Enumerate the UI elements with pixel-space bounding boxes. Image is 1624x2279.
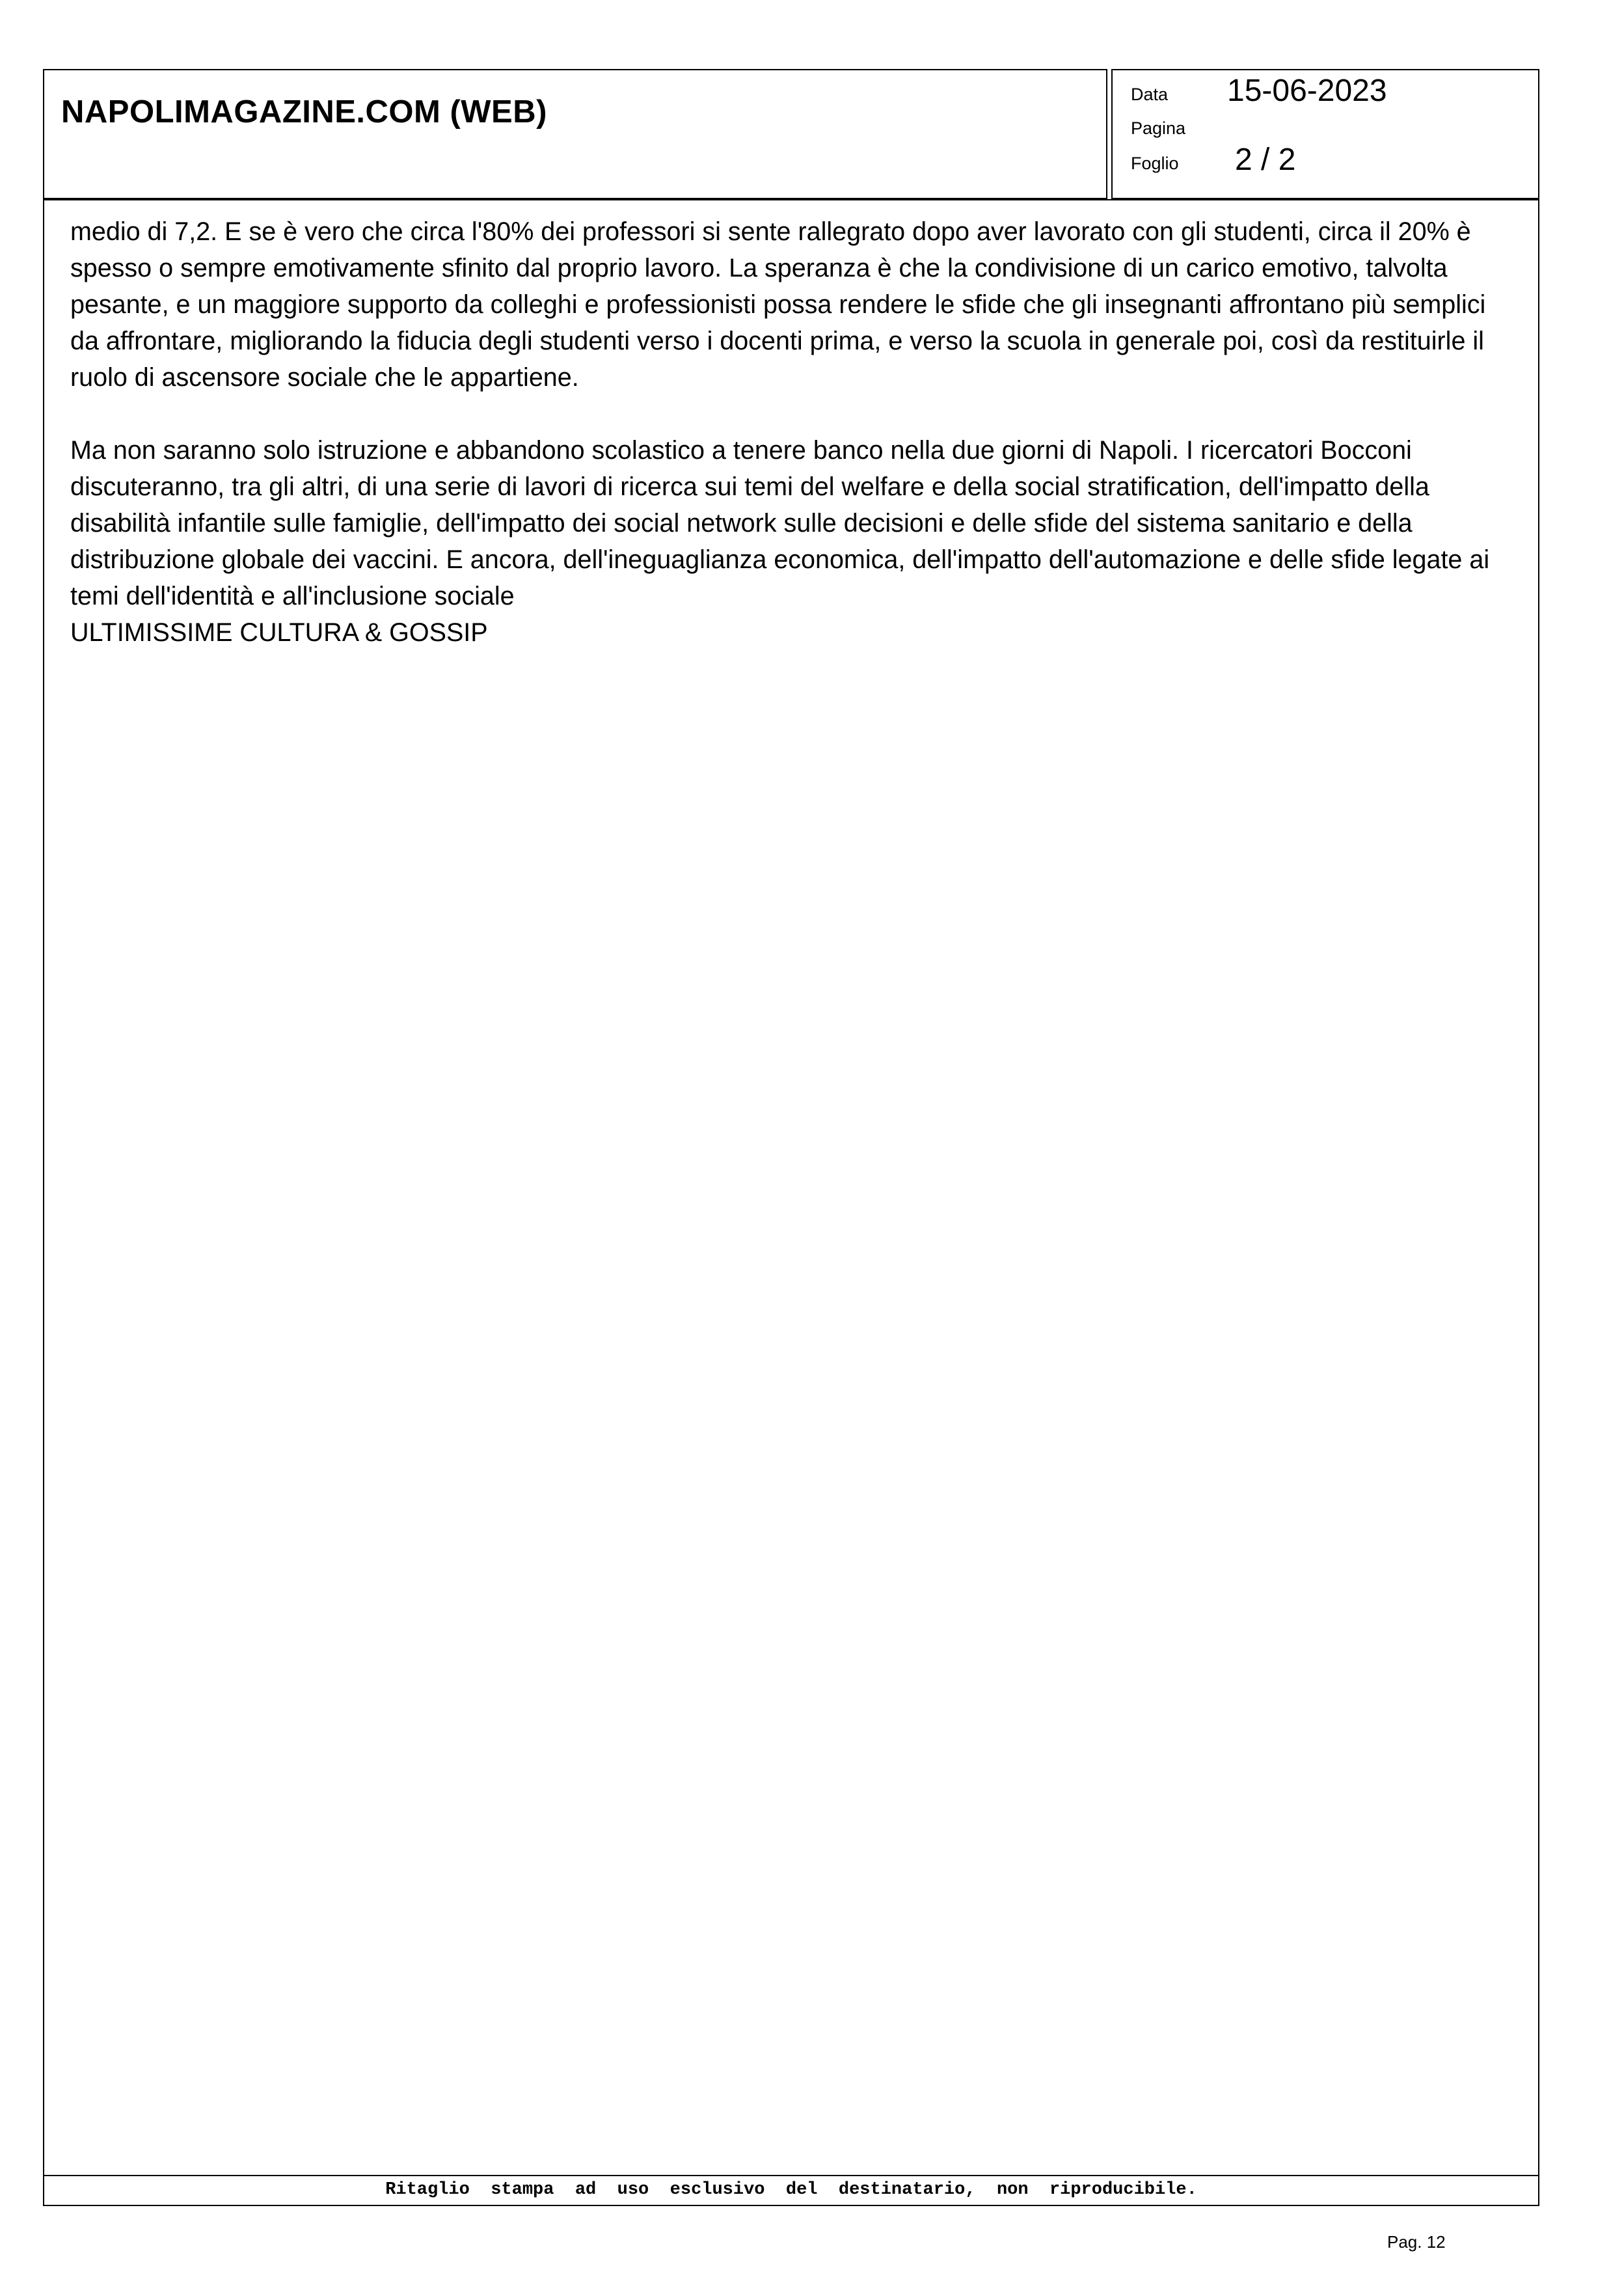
section-tag: ULTIMISSIME CULTURA & GOSSIP [70, 618, 488, 647]
clipping-disclaimer: Ritaglio stampa ad uso esclusivo del destinatario, non riproducibile. [44, 2175, 1538, 2205]
article-paragraph: medio di 7,2. E se è vero che circa l'80% dei professori si sente rallegrato dopo aver lavorato con gli studenti, circa il 20% è spesso o sempre emotivamente sfinito dal proprio lavoro. La speranza è che la condivisione di un carico emotivo, talvolta pesante, e un maggiore supporto da colleghi e professionisti possa rendere le sfide che gli insegnanti affrontano più semplici da affrontare, migliorando la fiducia degli studenti verso i docenti prima, e verso la scuola in generale poi, così da restituirle il ruolo di ascensore sociale che le appartiene. [70, 217, 1486, 392]
header-meta-box [1111, 69, 1539, 199]
article-paragraph: Ma non saranno solo istruzione e abbandono scolastico a tenere banco nella due giorni di Napoli. I ricercatori Bocconi discuteranno, tra gli altri, di una serie di lavori di ricerca sui temi del welfare e della social stratification, dell'impatto della disabilità infantile sulle famiglie, dell'impatto dei social network sulle decisioni e delle sfide del sistema sanitario e della distribuzione globale dei vaccini. E ancora, dell'ineguaglianza economica, dell'impatto dell'automazione e delle sfide legate ai temi dell'identità e all'inclusione sociale [70, 436, 1490, 610]
article-body [70, 213, 1508, 651]
data-value: 15-06-2023 [1227, 74, 1387, 108]
page-number: Pag. 12 [1387, 2232, 1446, 2252]
data-label: Data [1131, 85, 1169, 104]
clipping-frame [43, 199, 1539, 2206]
publication-title: NAPOLIMAGAZINE.COM (WEB) [61, 94, 547, 130]
pagina-label: Pagina [1131, 118, 1186, 138]
foglio-label: Foglio [1131, 154, 1179, 173]
foglio-value: 2 / 2 [1235, 143, 1296, 177]
header-publication-box [43, 69, 1107, 199]
